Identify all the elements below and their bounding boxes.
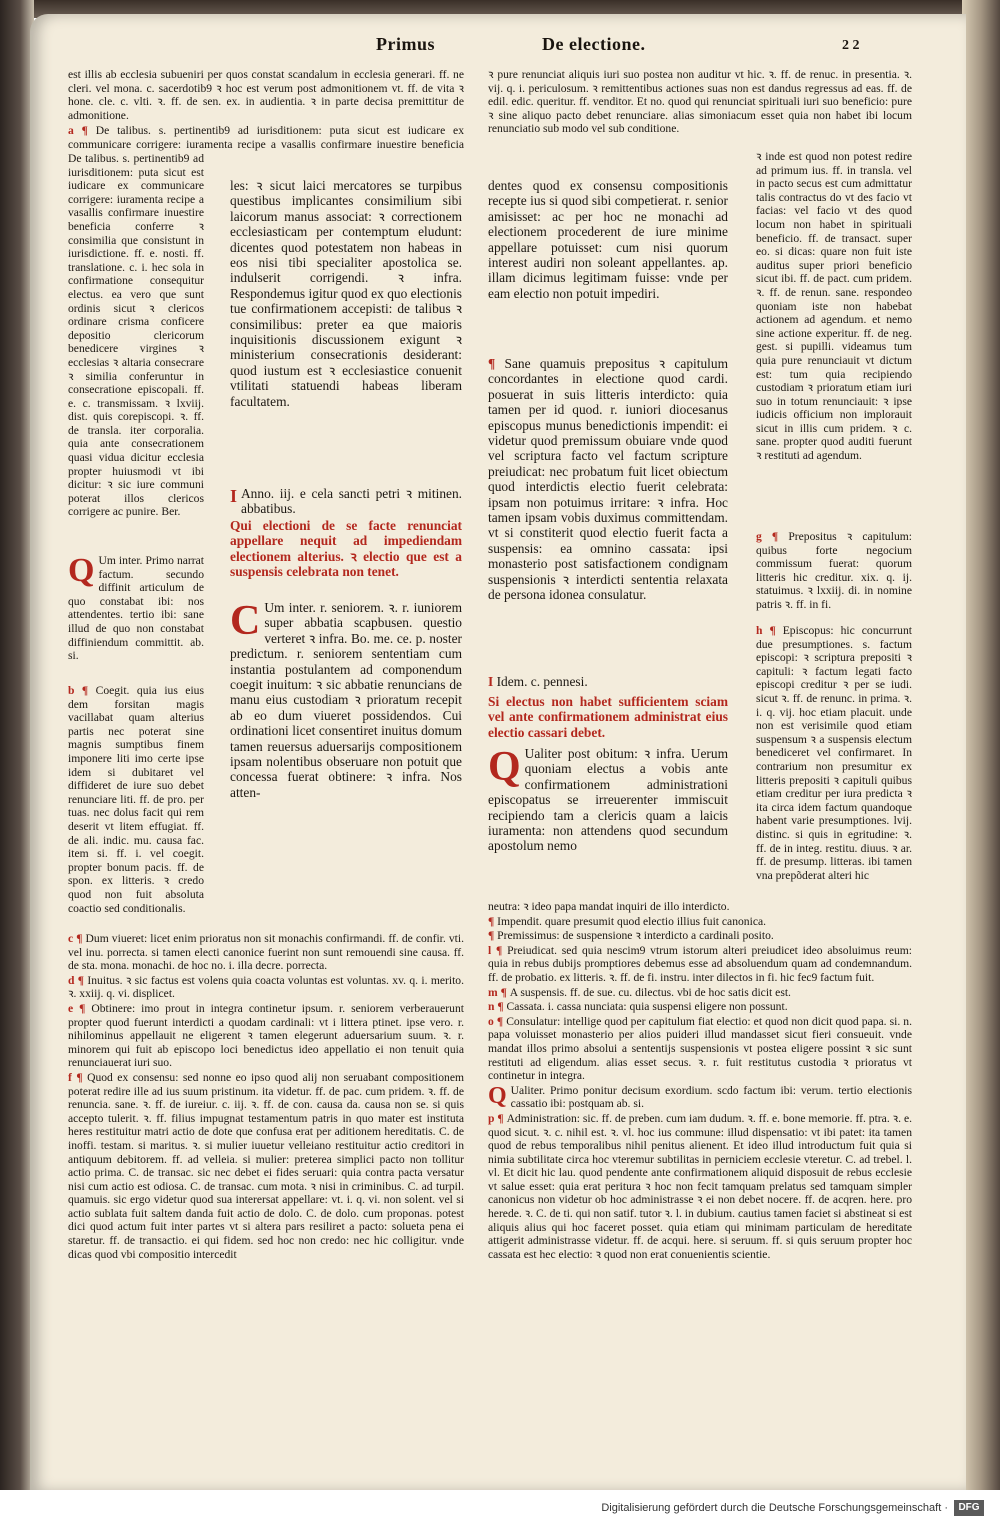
- gloss-left-c: [68, 554, 204, 682]
- main-text: dentes quod ex consensu compositionis recepte ius si quod sibi competierat. r. senior amisisset: ac per hoc ne monachi ad electionem procederent de iure minime appellare potuisset: cum nisi quorum interest audiri non soleant appellantes. ap. illam dicimus legitimam fuisse: vnde per eam electio non potuit impediri.: [488, 178, 728, 301]
- gloss-text: De talibus. s. pertinentib9 ad iurisditionem: puta sicut est iudicare ex communicare corrigere: iuramenta recipe a vasallis confirmare inuestire beneficia conferre ꝛ consimilia que consistunt in iurisdictione. ff. e. nosti. ff. translatione. c. i. hec sola in confirmatione consequitur electus. ea vero que sunt ordinis sicut ꝛ clericos ordinare crisma conficere depositio clericorum benedicere virgines ꝛ ecclesias ꝛ altaria consecrare ꝛ similia conferuntur in consecratione episcopali. ff. e. c. transmissam. ꝛ lxviij. dist. quis corepiscopi. ꝛ. ff. de transla. iter corporalia. quia ante consecrationem quasi vidua dicitur ecclesia propter huiusmodi vt ibi dicitur: ꝛ sic iure communi poterat illos clericos corrigere ac punire. Ber.: [68, 152, 204, 519]
- book-spine-shadow: [0, 0, 34, 1490]
- paragraph-mark-h: h ¶: [756, 624, 783, 637]
- red-initial: C: [230, 600, 261, 644]
- paragraph-letter: o: [488, 1014, 494, 1028]
- red-initial: Q: [68, 554, 95, 589]
- date-line: Anno. iij. e cela sancti petri ꝛ mitinen. abbatibus.: [241, 486, 462, 516]
- red-initial: Q: [488, 1082, 507, 1109]
- paragraph-letter: m: [488, 985, 498, 999]
- gloss-top-left: [68, 68, 464, 122]
- main-text: Um inter. r. seniorem. ꝛ. r. iuniorem super abbatia scapbusen. questio verteret ꝛ infra. Bo. me. ce. p. noster predictum. r. seniorem sententiam cum instantia postulantem ad componendum coegit inuitum: ꝛ sic abbatie renuncians de manu eius custodiam ꝛ prioratum recepit ab eo dum viueret possidendos. Cui ordinationi licet consentiret inuitus domum tamen reuersus aduersarijs compositionem ipsam nolentibus obseruare non potuit que concessa fuerat obtinere: ꝛ infra. Nos atten-: [230, 600, 462, 800]
- paragraph-mark-g: g ¶: [756, 530, 789, 543]
- gloss-text: A suspensis. ff. de sue. cu. dilectus. vbi de hoc satis dicit est.: [509, 985, 791, 999]
- date-line: Idem. c. pennesi.: [496, 674, 588, 689]
- gloss-paragraph: l ¶ Preiudicat. sed quia nescim9 vtrum istorum alteri preiudicet ideo absoluimus reum: quia in rebus dubijs promptiores debemus esse ad absoluendum quam ad condemnandum. ff. de probatio. ex litteris. ꝛ. ff. de fi. instru. inter dilectos in fi. hic fec9 factum fuit.: [488, 943, 912, 984]
- gloss-text: Ualiter. Primo ponitur decisum exordium. scdo factum ibi: verum. tertio electionis cassatio ibi: postquam ab. si.: [510, 1083, 912, 1111]
- main-text-col2-b: [488, 356, 728, 674]
- main-text-col1-b: [230, 600, 462, 890]
- gloss-paragraph: c ¶ Dum viueret: licet enim prioratus non sit monachis confirmandi. ff. de confir. vti. vel inu. porrecta. si tamen electi canonice fuerint non sunt remouendi sine causa. ff. de sta. mona. monachi. de hoc no. i. illa decre. porrecta.: [68, 932, 464, 973]
- gloss-text: Prepositus ꝛ capitulum: quibus forte negocium commissum fuerat: quorum litteris hic creditur. xix. q. ij. statuimus. ꝛ lxxiij. di. in nomine patris ꝛ. ff. in fi.: [756, 530, 912, 611]
- footer-bar: [0, 1490, 1000, 1528]
- paragraph-mark-b: b ¶: [68, 684, 96, 697]
- gloss-paragraph: d ¶ Inuitus. ꝛ sic factus est volens quia coacta voluntas est voluntas. xv. q. i. merito. ꝛ. xxiij. q. vi. displicet.: [68, 973, 464, 1001]
- gloss-text: De talibus. s. pertinentib9 ad iurisditionem: puta sicut est iudicare ex communicare corrigere: iuramenta recipe a vasallis confirmare inuestire beneficia: [68, 124, 464, 151]
- paragraph-letter: f: [68, 1070, 72, 1084]
- gloss-text: Um inter. Primo narrat factum. secundo diffinit articulum de quo constabat ibi: nos attendentes. tertio ibi: sane illud de quo non constabat diffiniendum committit. ab. si.: [68, 554, 204, 663]
- gloss-text: ꝛ pure renunciat aliquis iuri suo postea non auditur vt hic. ꝛ. ff. de renuc. in presentia. ꝛ. vij. q. i. periculosum. ꝛ remittentibus actiones suas non est dandus regressus ad eas. ff. de edil. edic. queritur. ff. venditor. Et no. quod qui renunciat spirituali iuri suo beneficio: pure ꝛ sine aliquo pacto debet renunciare. alias simoniacum esset quia non habet ibi locum renunciatio sub modo vel sub conditione.: [488, 68, 912, 136]
- paragraph-letter: e: [68, 1001, 74, 1015]
- red-initial: I: [488, 674, 497, 689]
- gloss-text: est illis ab ecclesia subueniri per quos constat scandalum in ecclesia generari. ff. ne cleri. vel mona. c. sacerdotib9 ꝛ hoc est verum post admonitionem vt. ff. de vita ꝛ hone. cle. c. vlti. ꝛ. ff. de sen. ex. in audientia. ꝛ in parte decisa premittitur de admonitione.: [68, 68, 464, 122]
- gloss-text: Premissimus: de suspensione ꝛ interdicto a cardinali posito.: [497, 929, 774, 943]
- red-initial: Q: [488, 746, 521, 790]
- paragraph-letter: n: [488, 1000, 495, 1014]
- main-col2-rubric: [488, 694, 728, 744]
- main-text-col2-c: [488, 746, 728, 896]
- gloss-right-narrow: [756, 150, 912, 530]
- gloss-text: Dum viueret: licet enim prioratus non sit monachis confirmandi. ff. de confir. vti. vel inu. porrecta. si tamen electi canonice fuerint non sunt remouendi sine causa. ff. de sta. mona. monachi. de hoc no. i. illa decre. porrecta.: [68, 932, 464, 973]
- main-text: Ualiter post obitum: ꝛ infra. Uerum quoniam electus a vobis ante confirmationem administrationi episcopatus se irreuerenter immiscuit recipiendo tam a clericis quam a laicis iuramenta: non attendens quod secundum apostolum nemo: [488, 746, 728, 854]
- main-text-col1: [230, 178, 462, 484]
- gloss-text: Consulatur: intellige quod per capitulum fiat electio: et quod non dicit quod papa. si. n. papa voluisset monasterio per alios puideri illud mandasset sicut fieri consueuit. vnde mandat illos primo absolui a sententijs suspensionis vt postea eligere possint ꝛ sic sunt restituti ad eligendum. alias esset secus. ꝛ. r. fuit restitutus custodia ꝛ prioratus vt continetur in integra.: [488, 1014, 912, 1083]
- gloss-paragraph: f ¶ Quod ex consensu: sed nonne eo ipso quod alij non seruabant compositionem poterat redire ille ad ius suum pristinum. ita videtur. ff. de pac. cum pridem. ꝛ. ff. de renuncia. sane. ꝛ. ff. de iureiur. c. iij. ꝛ. ff. de con. causa da. causa non se. si quis accepto tulerit. ꝛ. ff. filius impugnat testamentum patris in quo mater est instituta heres restituitur matri actio de dote que confusa erat per aditionem hereditatis. C. de inoffi. testam. si maritus. ꝛ. si mulier iuuetur velleiano restituitur actio creditori in antiquum debitorem. ff. ad velleia. si mulier: preterea simplici pacto non tollitur actio prima. C. de transac. sic nec debet ei fides seruari: quia contra pacta versatur nisi cum actio est odiosa. C. de transac. cum mota. ꝛ nisi in criminibus. C. ad turpil. quamuis. sic ergo videtur quod sua interersat appellare: vt. i. q. vi. non solent. vel si actio sublata fuit saltem danda fuit actio de dolo. C. de dolo. cum proponas. potest dici quod actum fuit inter partes vt si altera pars resiliret a pacto: solueta pena ei staretur. ff. de transactio. ei qui fidem. sed hoc non credo: nec hic colligitur. vnde dicas quod vbi compositio intercedit: [68, 1070, 464, 1261]
- main-col1-date: [230, 486, 462, 516]
- paragraph-letter: p: [488, 1111, 495, 1125]
- gloss-text: Obtinere: imo prout in integra continetur ipsum. r. seniorem verberauerunt propter quod fuerunt interdicti a quodam cardinali: vt i littera ptinet. ipse vero. r. nihilominus appellauit ne eligerent ꝛ tamen elegerunt aduersarium suum. ꝛ. r. minorem qui fuit ab episcopo loci benedictus ideo appellatio ei non tenuit quia renunciauerat iuri suo.: [68, 1001, 464, 1070]
- gloss-text: Administration: sic. ff. de preben. cum iam dudum. ꝛ. ff. e. bone memorie. ff. ptra. ꝛ. e. quod sicut. ꝛ. c. nihil est. ꝛ. vl. hoc ius commune: illud dispensatio: vt ibi patet: ita tamen quod de rebus temporalibus nihil penitus alienent. Et ideo illud introductum fuit quia si nimia subtilitate circa hoc vteremur subtilitas in perniciem ecclesie vteretur. C. ad trebel. l. vl. Et dicit hic lau. quod pendente ante confirmationem aliquid disposuit de rebus ecclesie vt salue esset: quia erat peritura ꝛ hoc non fecit tamquam prelatus sed tamquam simpler canonicus non videtur ob hoc administrasse ꝛ ei non debet nocere. ff. de acqren. here. pro herede. ꝛ. C. de ti. qui non satif. tutor ꝛ. l. in dubium. cautius tamen faciet si abstineat si est aliquis alius qui hoc faceret posset. quia etiam qui minimam particulam de hereditate attigerit administrasse videtur. ff. de acqui. here. si seruum. ff. si quis seruum propter hoc cassata est hec electio: ꝛ quod non erat conuenientis scientie.: [488, 1111, 912, 1261]
- main-text: Sane quamuis prepositus ꝛ capitulum concordantes in electione quod cardi. posuerat in suis litteris interdicto: quia tamen per id quod. r. iuniori diocesanus episcopus munus benedictionis impendit: ei videtur quod premissum obuiare vnde quod vel scriptura facto vel factum scripture preiudicat: nec probatum fuit licet obiectum quod interdictis electio fuerit celebrata: ipsam non potuimus irritare: ꝛ infra. Hoc tamen ipsam vobis duximus committendam. vt si constiterit quod electio fuerit facta a suspensis: ea omnino cassata: ipsi monasterio post satisfactionem condignam suspensionis ꝛ interdicti sententia relaxata de persona idonea consulatur.: [488, 356, 728, 603]
- gloss-right-h: [756, 624, 912, 914]
- running-head-right: De electione.: [542, 34, 646, 54]
- gloss-paragraph: e ¶ Obtinere: imo prout in integra continetur ipsum. r. seniorem verberauerunt propter quod fuerunt interdicti a quodam cardinali: vt i littera ptinet. ipse vero. r. nihilominus appellauit ne eligerent ꝛ tamen elegerunt aduersarium suum. ꝛ. r. minorem qui fuit ab episcopo loci benedictus ideo appellatio ei non tenuit quia renunciauerat iuri suo.: [68, 1001, 464, 1070]
- main-text: les: ꝛ sicut laici mercatores se turpibus questibus implicantes consimilium sibi laicorum manus associat: ꝛ correctionem ecclesiasticam per contemptum eludunt: dicentes quod potestatem non habeas in eos nisi tibi specialiter apostolica se. indulserit corrigendi. ꝛ infra. Respondemus igitur quod ex quo electionis tue confirmationem accepisti: de talibus ꝛ consimilibus: preter ea que maioris inquisitionis discussionem exigunt ꝛ ministerium consecrationis desiderant: quod iustum est ꝛ ecclesiastice conuenit vtilitati statuendi habeas liberam facultatem.: [230, 178, 462, 409]
- gloss-paragraph: n ¶ Cassata. i. cassa nunciata: quia suspensi eligere non possunt.: [488, 1000, 788, 1014]
- paragraph-mark-red: ¶: [488, 356, 505, 371]
- gloss-bottom-left: [68, 932, 464, 1342]
- book-page-edges: [962, 0, 1000, 1490]
- gloss-top-left-b-head: [68, 124, 464, 152]
- gloss-paragraph: ¶ Premissimus: de suspensione ꝛ interdicto a cardinali posito.: [488, 929, 774, 943]
- gloss-paragraph: p ¶ Administration: sic. ff. de preben. cum iam dudum. ꝛ. ff. e. bone memorie. ff. ptra. ꝛ. e. quod sicut. ꝛ. c. nihil est. ꝛ. vl. hoc ius commune: illud dispensatio: vt ibi patet: ita tamen quod de rebus temporalibus nihil penitus alienent. Et ideo illud introductum fuit quia si nimia subtilitate circa hoc vteremur subtilitas in perniciem ecclesie vteretur. C. ad trebel. l. vl. Et dicit hic lau. quod pendente ante confirmationem aliquid disposuit de rebus ecclesie vt salue esset: quia erat peritura ꝛ hoc non fecit tamquam prelatus sed tamquam simpler canonicus non videtur ob hoc administrasse ꝛ ei non debet nocere. ff. de acqren. here. pro herede. ꝛ. C. de ti. qui non satif. tutor ꝛ. l. in dubium. cautius tamen faciet si abstineat si est aliquis alius qui hoc faceret posset. quia etiam qui minimam particulam de hereditate attigerit administrasse videtur. ff. de acqui. here. si seruum. ff. si quis seruum propter hoc cassata est hec electio: ꝛ quod non erat conuenientis scientie.: [488, 1111, 912, 1261]
- gloss-text: Episcopus: hic concurrunt due presumptiones. s. factum episcopi: ꝛ scriptura prepositi ꝛ capituli: ꝛ factum legati facto episcopi creditur ꝛ per se iudi. sicut ꝛ. ff. de renunc. in prima. ꝛ. i. q. vij. hoc etiam placuit. unde non est verisimile quod etiam suspensum ꝛ a suspensis electum benediceret vel confirmaret. In contrarium non presumitur ex litteris prepositi ꝛ capituli quibus etiam creditur per iura predicta ꝛ ita circa idem factum quandoque habent varie presumptiones. lvij. distinc. si quis in egritudine: ꝛ. ff. de in integ. restitu. diuus. ꝛ ar. ff. de presump. litteras. ibi tamen vna prepõderat alteri hic: [756, 624, 912, 882]
- gloss-text: Impendit. quare presumit quod electio illius fuit canonica.: [497, 914, 767, 928]
- gloss-text: Preiudicat. sed quia nescim9 vtrum istorum alteri preiudicet ideo absoluimus reum: quia in rebus dubijs promptiores debemus esse ad absoluendum quam ad condemnandum. ff. de probatio. ex litteris. ꝛ. ff. de fi. instru. inter dilectos in fi. hic fec9 factum fuit.: [488, 943, 912, 984]
- rubric-text: Qui electioni de se facte renunciat appellare nequit ad impediendam electionem alterius. ꝛ electio que est a suspensis celebrata non tenet.: [230, 518, 462, 580]
- gloss-text: Coegit. quia ius eius dem forsitan magis vacillabat quam alterius partis nec poterat sine magnis sumptibus finem imponere liti imo certe ipse idem si dubitaret vel diffideret de iure suo debet renunciare liti. ff. de pro. per tuas. nec dolus facit qui rem deserit vt litem effugiat. ff. de ali. indic. mu. causa fac. item si. ff. i. vel coegit. propter bonum pacis. ff. de spon. ex litteris. ꝛ credo quod non fuit absoluta coactio sed conditionalis.: [68, 684, 204, 915]
- main-col2-date: [488, 674, 728, 692]
- folio-number: 2 2: [842, 38, 860, 53]
- gloss-left-narrow: [68, 152, 204, 568]
- paragraph-mark-a: a ¶: [68, 124, 96, 137]
- gloss-paragraph: [488, 1084, 912, 1111]
- main-text-col2: [488, 178, 728, 354]
- red-initial: I: [230, 486, 238, 506]
- paragraph-letter: d: [68, 973, 75, 987]
- gloss-text: neutra: ꝛ ideo papa mandat inquiri de illo interdicto.: [488, 900, 730, 913]
- dfg-logo: DFG: [954, 1500, 984, 1516]
- paragraph-letter: c: [68, 932, 74, 945]
- running-head-left: Primus: [376, 34, 435, 54]
- gloss-text: Inuitus. ꝛ sic factus est volens quia coacta voluntas est voluntas. xv. q. i. merito. ꝛ. xxiij. q. vi. displicet.: [68, 973, 464, 1001]
- book-page: [30, 14, 966, 1492]
- funding-credit: Digitalisierung gefördert durch die Deutsche Forschungsgemeinschaft ·: [601, 1502, 948, 1514]
- gloss-left-b: [68, 684, 204, 928]
- gloss-paragraph: m ¶ A suspensis. ff. de sue. cu. dilectus. vbi de hoc satis dicit est.: [488, 985, 791, 999]
- gloss-paragraph: ¶ Impendit. quare presumit quod electio illius fuit canonica.: [488, 914, 767, 928]
- rubric-text: Si electus non habet sufficientem sciam vel ante confirmationem administrat eius electio cassari debet.: [488, 694, 728, 740]
- gloss-text: Cassata. i. cassa nunciata: quia suspensi eligere non possunt.: [506, 1000, 788, 1014]
- gloss-bottom-right: [488, 900, 912, 1342]
- gloss-text: ꝛ inde est quod non potest redire ad primum ius. ff. in transla. vel in pacto secus est cum admittatur talis contractus do vt des facio vt facias: vel facio vt des quod locum non habet in spirituali beneficio. ff. de transact. super eo. si dicas: quare non fuit iste auditus super priori beneficio sicut ibi. ff. de pact. cum pridem. ꝛ. ff. de renun. sane. respondeo quoniam iste non habebat actionem ad agendum. et nemo sine actione experitur. ff. de neg. gest. si pupilli. videamus tum quia pure renunciauit vt dictum est: tum quia recipiendo custodiam ꝛ prioratum etiam iuri suo in totum renunciauit: ꝛ ipse iudicis officium non implorauit sicut in illis cum pridem. ꝛ c. sane. propter quod auditi fuerunt ꝛ restituti ad agendum.: [756, 150, 912, 463]
- gloss-paragraph: [488, 900, 912, 914]
- gloss-text: Quod ex consensu: sed nonne eo ipso quod alij non seruabant compositionem poterat redire ille ad ius suum pristinum. ita videtur. ff. de pac. cum pridem. ꝛ. ff. de renuncia. sane. ꝛ. ff. de iureiur. c. iij. ꝛ. ff. de con. causa da. causa non se. si quis accepto tulerit. ꝛ. ff. filius impugnat testamentum patris in quo mater est instituta heres restituitur matri actio de dote que confusa erat per aditionem hereditatis. C. de inoffi. testam. si maritus. ꝛ. si mulier iuuetur velleiano restituitur actio creditori in antiquum debitorem. ff. ad velleia. si mulier: preterea simplici pacto non tollitur actio prima. C. de transac. sic nec debet ei fides seruari: quia contra pacta versatur nisi cum actio est odiosa. C. de transac. cum mota. ꝛ nisi in criminibus. C. ad turpil. quamuis. sic ergo videtur quod sua interersat appellare: vt. i. q. vi. non solent. vel si actio sublata fuit saltem danda fuit actio de dolo. C. de dolo. cum proponas. potest dici quod actum fuit inter partes vt si altera pars resiliret a pacto: solueta pena ei staretur. ff. de transactio. ei qui fidem. sed hoc non credo: nec hic colligitur. vnde dicas quod vbi compositio intercedit: [68, 1070, 464, 1261]
- gloss-paragraph: o ¶ Consulatur: intellige quod per capitulum fiat electio: et quod non dicit quod papa. si. n. papa voluisset monasterio per alios puideri illud mandasset sicut fieri consueuit. vnde mandat illos primo absolui a sententijs suspensionis vt postea eligere possint ꝛ sic sunt restituti ad eligendum. alias esset secus. ꝛ. r. fuit restitutus custodia ꝛ prioratus vt continetur in integra.: [488, 1014, 912, 1083]
- paragraph-letter: l: [488, 943, 492, 957]
- main-col1-rubric: [230, 518, 462, 598]
- gloss-right-g: [756, 530, 912, 624]
- gloss-top-right: [488, 68, 912, 150]
